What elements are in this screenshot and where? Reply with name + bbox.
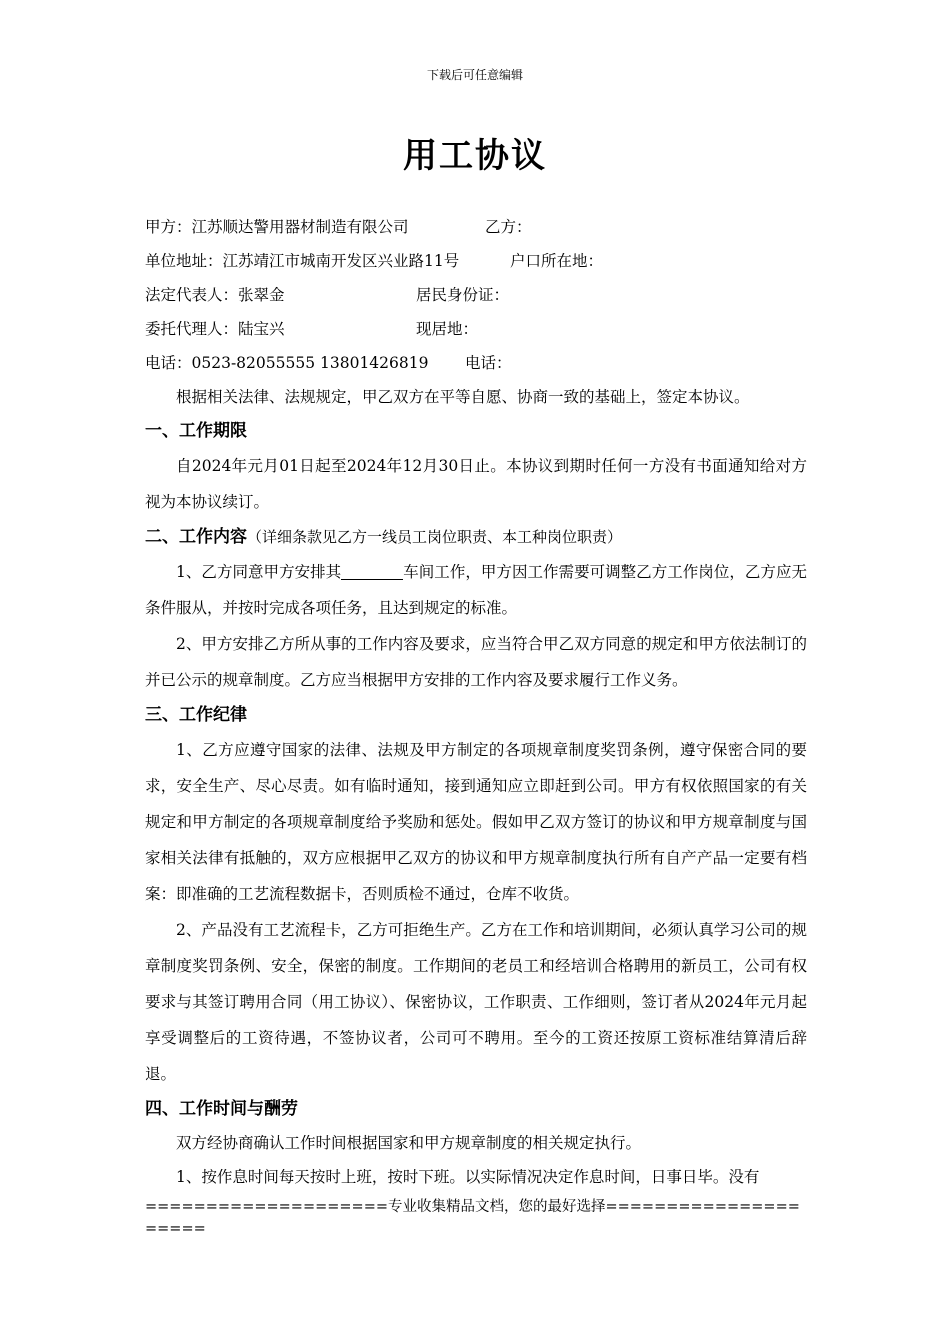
party-row-2 bbox=[145, 244, 807, 278]
party-b-id: 居民身份证： bbox=[416, 286, 510, 304]
party-b-residence: 现居地： bbox=[416, 320, 479, 338]
section-heading: 一、工作期限 bbox=[145, 421, 247, 441]
party-row-5 bbox=[145, 346, 807, 380]
party-row-1 bbox=[145, 210, 807, 244]
section-2-p1-start: 1、乙方同意甲方安排其 bbox=[176, 563, 342, 581]
section-2-note: （详细条款见乙方一线员工岗位职责、本工种岗位职责） bbox=[247, 528, 623, 546]
document-title: 用工协议 bbox=[403, 136, 547, 176]
intro-paragraph: 根据相关法律、法规规定，甲乙双方在平等自愿、协商一致的基础上，签定本协议。 bbox=[176, 388, 750, 406]
section-3-paragraph-1: 1、乙方应遵守国家的法律、法规及甲方制定的各项规章制度奖罚条例，遵守保密合同的要求，安全生产、尽心尽责。如有临时通知，接到通知应立即赶到公司。甲方有权依照国家的有关规定和甲方制定的各项规章制度给予奖励和惩处。假如甲乙双方签订的协议和甲方规章制度与国家相关法律有抵触的，双方应根据甲乙双方的协议和甲方规章制度执行所有自产产品一定要有档案：即准确的工艺流程数据卡，否则质检不通过，仓库不收货。 bbox=[145, 741, 807, 903]
document-body bbox=[145, 210, 807, 1194]
party-row-4 bbox=[145, 312, 807, 346]
section-2-p1-end: 车间工作，甲方因工作需要可调整乙方工作岗位，乙方应无条件服从，并按时完成各项任务，且达到规定的标准。 bbox=[145, 563, 807, 617]
party-b-hukou: 户口所在地： bbox=[510, 252, 604, 270]
section-2-title: 二、工作内容 bbox=[145, 527, 247, 547]
workshop-blank-line bbox=[341, 561, 403, 580]
footer-banner: ====================专业收集精品文档，您的最好选择===================== bbox=[145, 1199, 800, 1237]
section-2-paragraph-1 bbox=[145, 554, 807, 626]
party-row-3 bbox=[145, 278, 807, 312]
party-a-agent: 委托代理人：陆宝兴 bbox=[145, 320, 285, 338]
section-heading bbox=[145, 520, 807, 554]
section-heading: 三、工作纪律 bbox=[145, 705, 247, 725]
section-3-paragraph-2: 2、产品没有工艺流程卡，乙方可拒绝生产。乙方在工作和培训期间，必须认真学习公司的规章制度奖罚条例、安全，保密的制度。工作期间的老员工和经培训合格聘用的新员工，公司有权要求与其签订聘用合同（用工协议）、保密协议，工作职责、工作细则，签订者从2024年元月起享受调整后的工资待遇，不签协议者，公司可不聘用。至今的工资还按原工资标准结算清后辞退。 bbox=[145, 921, 807, 1083]
party-b-phone: 电话： bbox=[465, 354, 512, 372]
section-1-paragraph: 自2024年元月01日起至2024年12月30日止。本协议到期时任何一方没有书面通知给对方视为本协议续订。 bbox=[145, 457, 807, 511]
section-2-paragraph-2: 2、甲方安排乙方所从事的工作内容及要求，应当符合甲乙双方同意的规定和甲方依法制订的并已公示的规章制度。乙方应当根据甲方安排的工作内容及要求履行工作义务。 bbox=[145, 635, 807, 689]
party-a-phone: 电话：0523-82055555 13801426819 bbox=[145, 354, 429, 372]
party-b-name: 乙方： bbox=[485, 218, 532, 236]
section-4-paragraph-1: 双方经协商确认工作时间根据国家和甲方规章制度的相关规定执行。 bbox=[176, 1134, 642, 1152]
party-a-address: 单位地址：江苏靖江市城南开发区兴业路11号 bbox=[145, 252, 460, 270]
party-a-legal-rep: 法定代表人：张翠金 bbox=[145, 286, 285, 304]
party-a-name: 甲方：江苏顺达警用器材制造有限公司 bbox=[145, 218, 409, 236]
section-4-paragraph-2: 1、按作息时间每天按时上班，按时下班。以实际情况决定作息时间，日事日毕。没有 bbox=[176, 1168, 760, 1186]
section-heading: 四、工作时间与酬劳 bbox=[145, 1099, 298, 1119]
header-note: 下载后可任意编辑 bbox=[426, 68, 523, 82]
